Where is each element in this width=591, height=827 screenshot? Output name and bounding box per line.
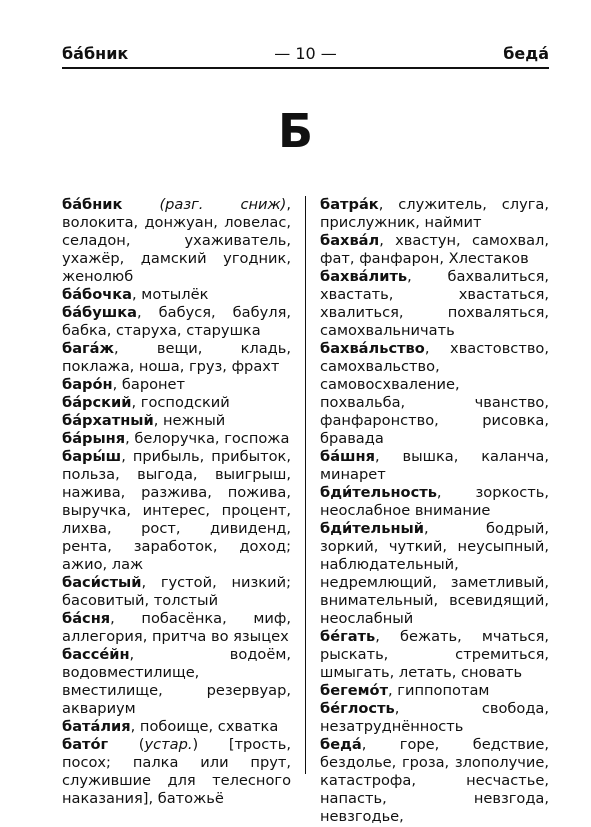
header-left-word: ба́бник: [62, 44, 129, 63]
entry-synonyms: , гиппопотам: [388, 682, 490, 699]
dictionary-entry: [62, 448, 291, 574]
entry-synonyms: , водоём, водовместилище, вместилище, резервуар, аквариум: [62, 646, 291, 717]
dictionary-entry: [62, 196, 291, 286]
entry-headword: бато́г: [62, 736, 109, 753]
entry-headword: ба́сня: [62, 610, 111, 627]
entry-synonyms: , горе, бедствие, бездолье, гроза, злополучие, катастрофа, несчастье, напасть, невзгода, невзгодье,: [320, 736, 549, 825]
entry-usage-note: (разг. сниж): [122, 196, 287, 213]
dictionary-entry: [320, 448, 549, 484]
header-right-word: беда́: [503, 44, 549, 63]
entry-headword: баро́н: [62, 376, 113, 393]
dictionary-entry: [62, 610, 291, 646]
entry-punctuation: (: [108, 736, 145, 753]
dictionary-entry: [62, 718, 291, 736]
dictionary-entry: [320, 196, 549, 232]
page-number: — 10 —: [274, 44, 337, 63]
running-header: [62, 44, 549, 66]
dictionary-entry: [62, 286, 291, 304]
entry-synonyms: , густой, низкий; басовитый, толстый: [62, 574, 291, 609]
entry-headword: бахва́л: [320, 232, 380, 249]
entry-headword: бары́ш: [62, 448, 122, 465]
entry-synonyms: ) [трость, посох; палка или прут, служившие для телесного наказания], батожьё: [62, 736, 291, 807]
entry-synonyms: , бодрый, зоркий, чуткий, неусыпный, наблюдательный, недремлющий, заметливый, внимательный, всевидящий, неослабный: [320, 520, 549, 627]
entry-headword: бди́тельность: [320, 484, 437, 501]
dictionary-entry: [62, 736, 291, 808]
right-column: [320, 196, 549, 826]
entry-synonyms: , вышка, каланча, минарет: [320, 448, 549, 483]
entry-headword: ба́рыня: [62, 430, 126, 447]
entry-headword: бди́тельный: [320, 520, 424, 537]
dictionary-entry: [62, 430, 291, 448]
dictionary-entry: [320, 700, 549, 736]
dictionary-entry: [320, 628, 549, 682]
dictionary-entry: [320, 520, 549, 628]
entry-synonyms: , бахвалиться, хвастать, хвастаться, хвалиться, похваляться, самохвальничать: [320, 268, 549, 339]
dictionary-entry: [320, 268, 549, 340]
header-rule: [62, 67, 549, 69]
entry-headword: бата́лия: [62, 718, 131, 735]
entry-synonyms: , нежный: [153, 412, 226, 429]
entry-headword: бага́ж: [62, 340, 115, 357]
entry-synonyms: , служитель, слуга, прислужник, наймит: [320, 196, 549, 231]
entry-synonyms: , зоркость, неослабное внимание: [320, 484, 549, 519]
entry-synonyms: , хвастовство, самохвальство, самовосхваление, похвальба, чванство, фанфаронство, рисовка, бравада: [320, 340, 549, 447]
entry-synonyms: , господский: [131, 394, 230, 411]
entry-headword: батра́к: [320, 196, 379, 213]
section-letter: Б: [277, 104, 314, 158]
entry-headword: бахва́льство: [320, 340, 425, 357]
dictionary-entry: [320, 736, 549, 826]
dictionary-entry: [320, 340, 549, 448]
entry-headword: ба́рхатный: [62, 412, 154, 429]
entry-headword: ба́рский: [62, 394, 132, 411]
entry-synonyms: , побоище, схватка: [130, 718, 279, 735]
entry-synonyms: , побасёнка, миф, аллегория, притча во языцех: [62, 610, 291, 645]
entry-synonyms: , свобода, незатруднённость: [320, 700, 549, 735]
entry-headword: ба́шня: [320, 448, 375, 465]
entry-headword: бегемо́т: [320, 682, 389, 699]
column-divider: [305, 196, 306, 774]
dictionary-entry: [62, 304, 291, 340]
dictionary-entry: [320, 682, 549, 700]
dictionary-entry: [62, 574, 291, 610]
entry-headword: бассе́йн: [62, 646, 130, 663]
entry-headword: ба́бушка: [62, 304, 137, 321]
entry-headword: беда́: [320, 736, 362, 753]
entry-synonyms: , хвастун, самохвал, фат, фанфарон, Хлестаков: [320, 232, 549, 267]
dictionary-entry: [320, 484, 549, 520]
dictionary-entry: [62, 412, 291, 430]
dictionary-entry: [320, 232, 549, 268]
left-column: [62, 196, 291, 808]
entry-synonyms: , прибыль, прибыток, польза, выгода, выигрыш, нажива, разжива, пожива, выручка, интерес, процент, лихва, рост, дивиденд, рента, заработок, доход; ажио, лаж: [62, 448, 291, 573]
entry-headword: баси́стый: [62, 574, 142, 591]
entry-headword: ба́бочка: [62, 286, 133, 303]
dictionary-entry: [62, 340, 291, 376]
entry-synonyms: , мотылёк: [132, 286, 209, 303]
entry-synonyms: , волокита, донжуан, ловелас, селадон, ухаживатель, ухажёр, дамский угодник, женолюб: [62, 196, 291, 285]
dictionary-entry: [62, 376, 291, 394]
dictionary-entry: [62, 394, 291, 412]
entry-synonyms: , бабуся, бабуля, бабка, старуха, старушка: [62, 304, 291, 339]
entry-headword: ба́бник: [62, 196, 123, 213]
entry-headword: бе́гать: [320, 628, 376, 645]
entry-synonyms: , белоручка, госпожа: [125, 430, 290, 447]
entry-headword: бахва́лить: [320, 268, 408, 285]
entry-usage-note: устар.: [144, 736, 193, 753]
entry-synonyms: , баронет: [112, 376, 186, 393]
dictionary-entry: [62, 646, 291, 718]
entry-headword: бе́глость: [320, 700, 395, 717]
entry-synonyms: , вещи, кладь, поклажа, ноша, груз, фрахт: [62, 340, 291, 375]
entry-synonyms: , бежать, мчаться, рыскать, стремиться, шмыгать, летать, сновать: [320, 628, 549, 681]
